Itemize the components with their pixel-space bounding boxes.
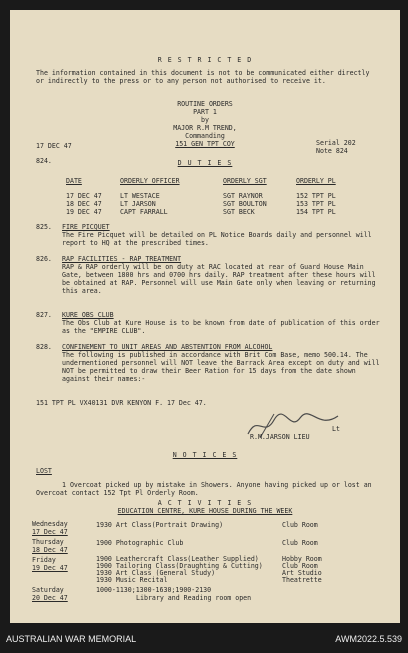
activity-text: 1930 Art Class(Portrait Drawing) [96, 521, 224, 529]
place-line: Club Room [282, 562, 318, 570]
duties-col-date: DATE [66, 177, 82, 185]
activity-day [32, 520, 68, 536]
activity-line: 1900 Tailoring Class(Draughting & Cutting) [96, 562, 263, 570]
duties-pls [296, 192, 336, 216]
activity-place: Club Room [282, 539, 318, 547]
day-date: 17 Dec 47 [32, 528, 68, 536]
serial-number: Serial 202 [316, 139, 356, 147]
day-name: Wednesday [32, 520, 68, 528]
lost-heading: LOST [36, 467, 52, 475]
note-number: Note 824 [316, 147, 348, 155]
title-line: by [201, 116, 209, 124]
item-heading: RAP FACILITIES - RAP TREATMENT [62, 255, 182, 263]
activity-line: Library and Reading room open [136, 594, 252, 602]
activity-line: 1930 Music Recital [96, 576, 168, 584]
item-heading: KURE OBS CLUB [62, 311, 114, 319]
activity-text [96, 556, 263, 584]
duty-cell: CAPT FARRALL [120, 208, 168, 216]
place-line: Theatrette [282, 576, 322, 584]
item-heading: FIRE PICQUET [62, 223, 110, 231]
activity-line: 1930 Art Class (General Study) [96, 569, 216, 577]
title-line: ROUTINE ORDERS [177, 100, 233, 108]
title-line: MAJOR R.M TREND, [173, 124, 237, 132]
day-date: 19 Dec 47 [32, 564, 68, 572]
duty-cell: 18 DEC 47 [66, 200, 102, 208]
activity-day [32, 556, 68, 572]
item-body: The following is published in accordance with Brit Com Base, memo 500.14. The undermentioned personnel will NOT leave the Barrack Area except on duty and will NOT be permitted to draw their Beer Ration for 15 days from the date shown against their names:- [62, 351, 380, 383]
duty-cell: 19 DEC 47 [66, 208, 102, 216]
day-name: Thursday [32, 538, 64, 546]
item-number: 827. [36, 311, 52, 319]
item-body: RAP & RAP orderly will be on duty at RAC located at rear of Guard House Main Gate, between 1800 hrs and 0700 hrs daily. RAP treatment after these hours will be obtained at RAP. Personnel will use Main Gate only when leaving or returning this area. [62, 263, 376, 295]
activity-place [282, 556, 322, 584]
duties-col-officer: ORDERLY OFFICER [120, 177, 180, 185]
title-line: PART 1 [193, 108, 217, 116]
duty-cell: LT WESTACE [120, 192, 160, 200]
place-line: Hobby Room [282, 555, 322, 563]
activities-heading: A C T I V I T I E S [157, 499, 253, 507]
title-line: 151 GEN TPT COY [175, 140, 235, 148]
duties-col-pl: ORDERLY PL [296, 177, 336, 185]
item-number: 828. [36, 343, 52, 351]
duties-dates [66, 192, 102, 216]
place-line: Art Studio [282, 569, 322, 577]
duty-cell: 154 TPT PL [296, 208, 336, 216]
duty-cell: LT JARSON [120, 200, 156, 208]
activity-text: 1900 Photographic Club [96, 539, 184, 547]
duties-sgts [223, 192, 267, 216]
signoff-rank: Lt [332, 425, 340, 433]
day-date: 20 Dec 47 [32, 594, 68, 602]
signoff-name: R.M.JARSON LIEU [250, 433, 310, 441]
restricted-marking: R E S T R I C T E D [157, 56, 253, 64]
lost-notice: 1 Overcoat picked up by mistake in Showers. Anyone having picked up or lost an Overcoat contact 152 Tpt Pl Orderly Room. [36, 481, 372, 497]
item-body: The Fire Picquet will be detailed on PL Notice Boards daily and personnel will report to HQ at the prescribed times. [62, 231, 372, 247]
duty-cell: 152 TPT PL [296, 192, 336, 200]
item-body: The Obs Club at Kure House is to be known from date of publication of this order as the "EMPIRE CLUB". [62, 319, 380, 335]
notices-heading: N O T I C E S [172, 451, 238, 459]
footer-institution: AUSTRALIAN WAR MEMORIAL [6, 634, 137, 644]
item-number: 824. [36, 157, 52, 165]
title-line: Commanding [185, 132, 225, 140]
centre-heading: EDUCATION CENTRE, KURE HOUSE DURING THE WEEK [117, 507, 293, 515]
item-heading: CONFINEMENT TO UNIT AREAS AND ABSTENTION FROM ALCOHOL [62, 343, 273, 351]
duties-heading: D U T I E S [177, 159, 233, 167]
item-number: 825. [36, 223, 52, 231]
confinement-entry: 151 TPT PL VX40131 DVR KENYON F. 17 Dec 47. [36, 399, 207, 407]
duties-officers [120, 192, 168, 216]
duty-cell: SGT RAYNOR [223, 192, 263, 200]
activity-line: 1900 Leathercraft Class(Leather Supplied) [96, 555, 259, 563]
item-number: 826. [36, 255, 52, 263]
activity-text [96, 586, 251, 602]
duty-cell: SGT BOULTON [223, 200, 267, 208]
security-notice: The information contained in this document is not to be communicated either directly or indirectly to the press or to any person not authorised to receive it. [36, 69, 370, 85]
order-date: 17 DEC 47 [36, 142, 72, 150]
activity-place: Club Room [282, 521, 318, 529]
activity-line: 1000-1130;1300-1630;1900-2130 [96, 586, 212, 594]
day-date: 18 Dec 47 [32, 546, 68, 554]
duty-cell: SGT BECK [223, 208, 255, 216]
footer-accession: AWM2022.5.539 [335, 634, 402, 644]
duties-col-sgt: ORDERLY SGT [223, 177, 267, 185]
duty-cell: 153 TPT PL [296, 200, 336, 208]
archive-footer [0, 623, 408, 653]
day-name: Friday [32, 556, 56, 564]
duty-cell: 17 DEC 47 [66, 192, 102, 200]
activity-day [32, 538, 68, 554]
document-page [10, 10, 400, 623]
activity-day [32, 586, 68, 602]
day-name: Saturday [32, 586, 64, 594]
